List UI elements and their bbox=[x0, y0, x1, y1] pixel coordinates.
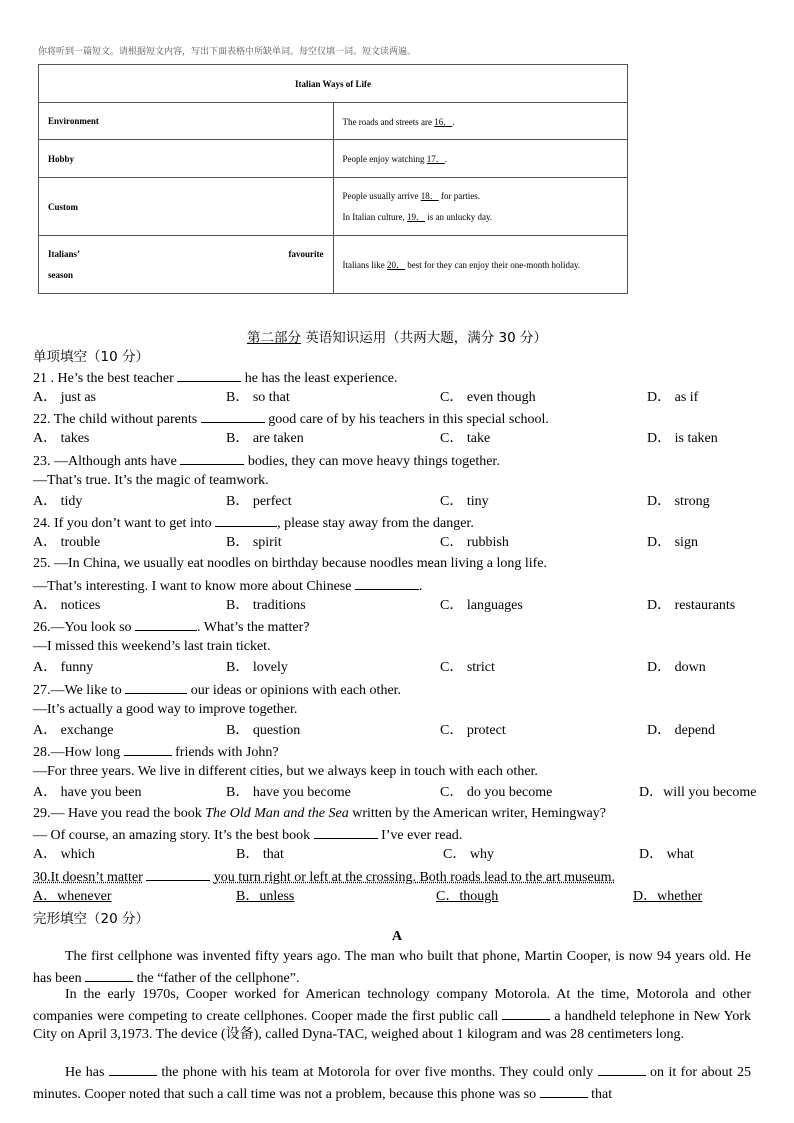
cloze-blank[interactable] bbox=[109, 1061, 157, 1076]
answer-blank[interactable] bbox=[177, 367, 241, 382]
answer-blank[interactable] bbox=[314, 824, 378, 839]
cloze-blank[interactable] bbox=[502, 1005, 550, 1020]
passage-paragraph-3: He has the phone with his team at Motorola for over five months. They could only on it for about 25 minutes. Cooper noted that such a call time was not a problem, because this phone was so that bbox=[33, 1061, 751, 1104]
section-cloze: 完形填空（20 分） bbox=[33, 911, 149, 927]
option-d[interactable]: D．whether bbox=[633, 889, 703, 904]
blank-20[interactable]: 20． bbox=[387, 260, 406, 270]
question-25-reply: —That’s interesting. I want to know more about Chinese . bbox=[33, 575, 783, 597]
option-c[interactable]: C． do you become bbox=[440, 785, 553, 800]
question-26: 26.—You look so . What’s the matter? bbox=[33, 616, 783, 638]
option-d[interactable]: D． strong bbox=[647, 494, 710, 509]
option-b[interactable]: B． have you become bbox=[226, 785, 351, 800]
book-title: The Old Man and the Sea bbox=[205, 806, 349, 821]
answer-blank[interactable] bbox=[146, 866, 210, 881]
row-content: Italians like 20． best for they can enjoy their one-month holiday. bbox=[333, 236, 628, 294]
option-c[interactable]: C．though bbox=[436, 889, 499, 904]
listening-instructions: 你将听到一篇短文。请根据短文内容，写出下面表格中所缺单词。每空仅填一词。短文读两遍。 bbox=[38, 47, 417, 57]
row-label: Custom bbox=[39, 178, 334, 236]
option-d[interactable]: D． down bbox=[647, 660, 706, 675]
passage-paragraph-2: In the early 1970s, Cooper worked for American technology company Motorola. At the time, Motorola and other companies were competing to create cellphones. Cooper made the first public call a handheld telephone in New York City on April 3,1973. The device (设备), called Dyna-TAC, weighed about 1 kilogram and was 28 centimeters long. bbox=[33, 987, 752, 1043]
question-29: 29.— Have you read the book The Old Man and the Sea written by the American writer, Hemingway? bbox=[33, 806, 606, 821]
question-27-reply: —It’s actually a good way to improve together. bbox=[33, 702, 298, 717]
italian-ways-table bbox=[38, 64, 628, 294]
row-content: People enjoy watching 17．. bbox=[333, 140, 628, 178]
blank-19[interactable]: 19． bbox=[406, 211, 425, 222]
option-a[interactable]: A． have you been bbox=[33, 785, 142, 800]
row-label: Hobby bbox=[39, 140, 334, 178]
option-a[interactable]: A．whenever bbox=[33, 889, 112, 904]
answer-blank[interactable] bbox=[125, 679, 187, 694]
table-row bbox=[39, 236, 628, 294]
option-b[interactable]: B． traditions bbox=[226, 598, 306, 613]
answer-blank[interactable] bbox=[201, 408, 265, 423]
option-d[interactable]: D． what bbox=[639, 847, 694, 862]
option-c[interactable]: C． take bbox=[440, 431, 491, 446]
option-c[interactable]: C． why bbox=[443, 847, 494, 862]
option-d[interactable]: D． sign bbox=[647, 535, 698, 550]
question-26-reply: —I missed this weekend’s last train ticket. bbox=[33, 639, 271, 654]
option-c[interactable]: C． protect bbox=[440, 723, 506, 738]
option-a[interactable]: A． funny bbox=[33, 660, 94, 675]
part-two-title: 第二部分 英语知识运用（共两大题，满分 30 分） bbox=[246, 330, 548, 346]
option-a[interactable]: A． tidy bbox=[33, 494, 83, 509]
section-single-choice: 单项填空（10 分） bbox=[33, 349, 149, 365]
option-b[interactable]: B．unless bbox=[236, 889, 295, 904]
option-a[interactable]: A． takes bbox=[33, 431, 90, 446]
answer-blank[interactable] bbox=[135, 616, 197, 631]
option-b[interactable]: B． question bbox=[226, 723, 301, 738]
passage-title: A bbox=[391, 929, 403, 944]
answer-blank[interactable] bbox=[355, 575, 419, 590]
row-label: Environment bbox=[39, 103, 334, 140]
blank-17[interactable]: 17． bbox=[426, 154, 445, 164]
option-b[interactable]: B． lovely bbox=[226, 660, 288, 675]
question-28: 28.—How long friends with John? bbox=[33, 741, 783, 763]
option-d[interactable]: D．will you become bbox=[639, 785, 757, 800]
option-b[interactable]: B． spirit bbox=[226, 535, 282, 550]
blank-16[interactable]: 16． bbox=[434, 116, 453, 127]
row-content: The roads and streets are 16．. bbox=[333, 103, 628, 140]
option-a[interactable]: A． just as bbox=[33, 390, 96, 405]
question-29-reply: — Of course, an amazing story. It’s the best book I’ve ever read. bbox=[33, 824, 783, 846]
row-content: People usually arrive 18． for parties. In Italian culture, 19． is an unlucky day. bbox=[333, 178, 628, 236]
question-30: 30.It doesn’t matter you turn right or left at the crossing. Both roads lead to the art museum. bbox=[33, 866, 783, 888]
option-c[interactable]: C． tiny bbox=[440, 494, 489, 509]
option-d[interactable]: D． restaurants bbox=[647, 598, 736, 613]
cloze-blank[interactable] bbox=[598, 1061, 646, 1076]
option-c[interactable]: C． rubbish bbox=[440, 535, 509, 550]
option-d[interactable]: D． is taken bbox=[647, 431, 718, 446]
option-d[interactable]: D． depend bbox=[647, 723, 716, 738]
table-row bbox=[39, 140, 628, 178]
question-21: 21 . He’s the best teacher he has the least experience. bbox=[33, 367, 783, 389]
option-b[interactable]: B． so that bbox=[226, 390, 290, 405]
option-a[interactable]: A． which bbox=[33, 847, 95, 862]
option-b[interactable]: B． that bbox=[236, 847, 284, 862]
option-b[interactable]: B． perfect bbox=[226, 494, 292, 509]
question-24: 24. If you don’t want to get into , please stay away from the danger. bbox=[33, 512, 783, 534]
option-a[interactable]: A． trouble bbox=[33, 535, 101, 550]
option-d[interactable]: D． as if bbox=[647, 390, 699, 405]
cloze-blank[interactable] bbox=[85, 967, 133, 982]
table-title: Italian Ways of Life bbox=[39, 65, 628, 103]
option-c[interactable]: C． strict bbox=[440, 660, 495, 675]
option-c[interactable]: C． languages bbox=[440, 598, 523, 613]
question-28-reply: —For three years. We live in different cities, but we always keep in touch with each other. bbox=[33, 764, 538, 779]
question-22: 22. The child without parents good care of by his teachers in this special school. bbox=[33, 408, 783, 430]
option-b[interactable]: B． are taken bbox=[226, 431, 304, 446]
cloze-blank[interactable] bbox=[540, 1083, 588, 1098]
answer-blank[interactable] bbox=[124, 741, 172, 756]
passage-paragraph-1: The first cellphone was invented fifty years ago. The man who built that phone, Martin Cooper, is now 94 years old. He has been the “father of the cellphone”. bbox=[33, 949, 751, 986]
blank-18[interactable]: 18． bbox=[420, 190, 439, 201]
answer-blank[interactable] bbox=[180, 450, 244, 465]
table-row bbox=[39, 103, 628, 140]
question-27: 27.—We like to our ideas or opinions with each other. bbox=[33, 679, 783, 701]
table-row bbox=[39, 178, 628, 236]
question-23-reply: —That’s true. It’s the magic of teamwork. bbox=[33, 473, 269, 488]
row-label: Italians’ favourite season bbox=[39, 236, 334, 294]
answer-blank[interactable] bbox=[215, 512, 277, 527]
option-c[interactable]: C． even though bbox=[440, 390, 536, 405]
option-a[interactable]: A． exchange bbox=[33, 723, 114, 738]
question-25: 25. —In China, we usually eat noodles on birthday because noodles mean living a long life. bbox=[33, 556, 547, 571]
option-a[interactable]: A． notices bbox=[33, 598, 101, 613]
question-23: 23. —Although ants have bodies, they can move heavy things together. bbox=[33, 450, 783, 472]
